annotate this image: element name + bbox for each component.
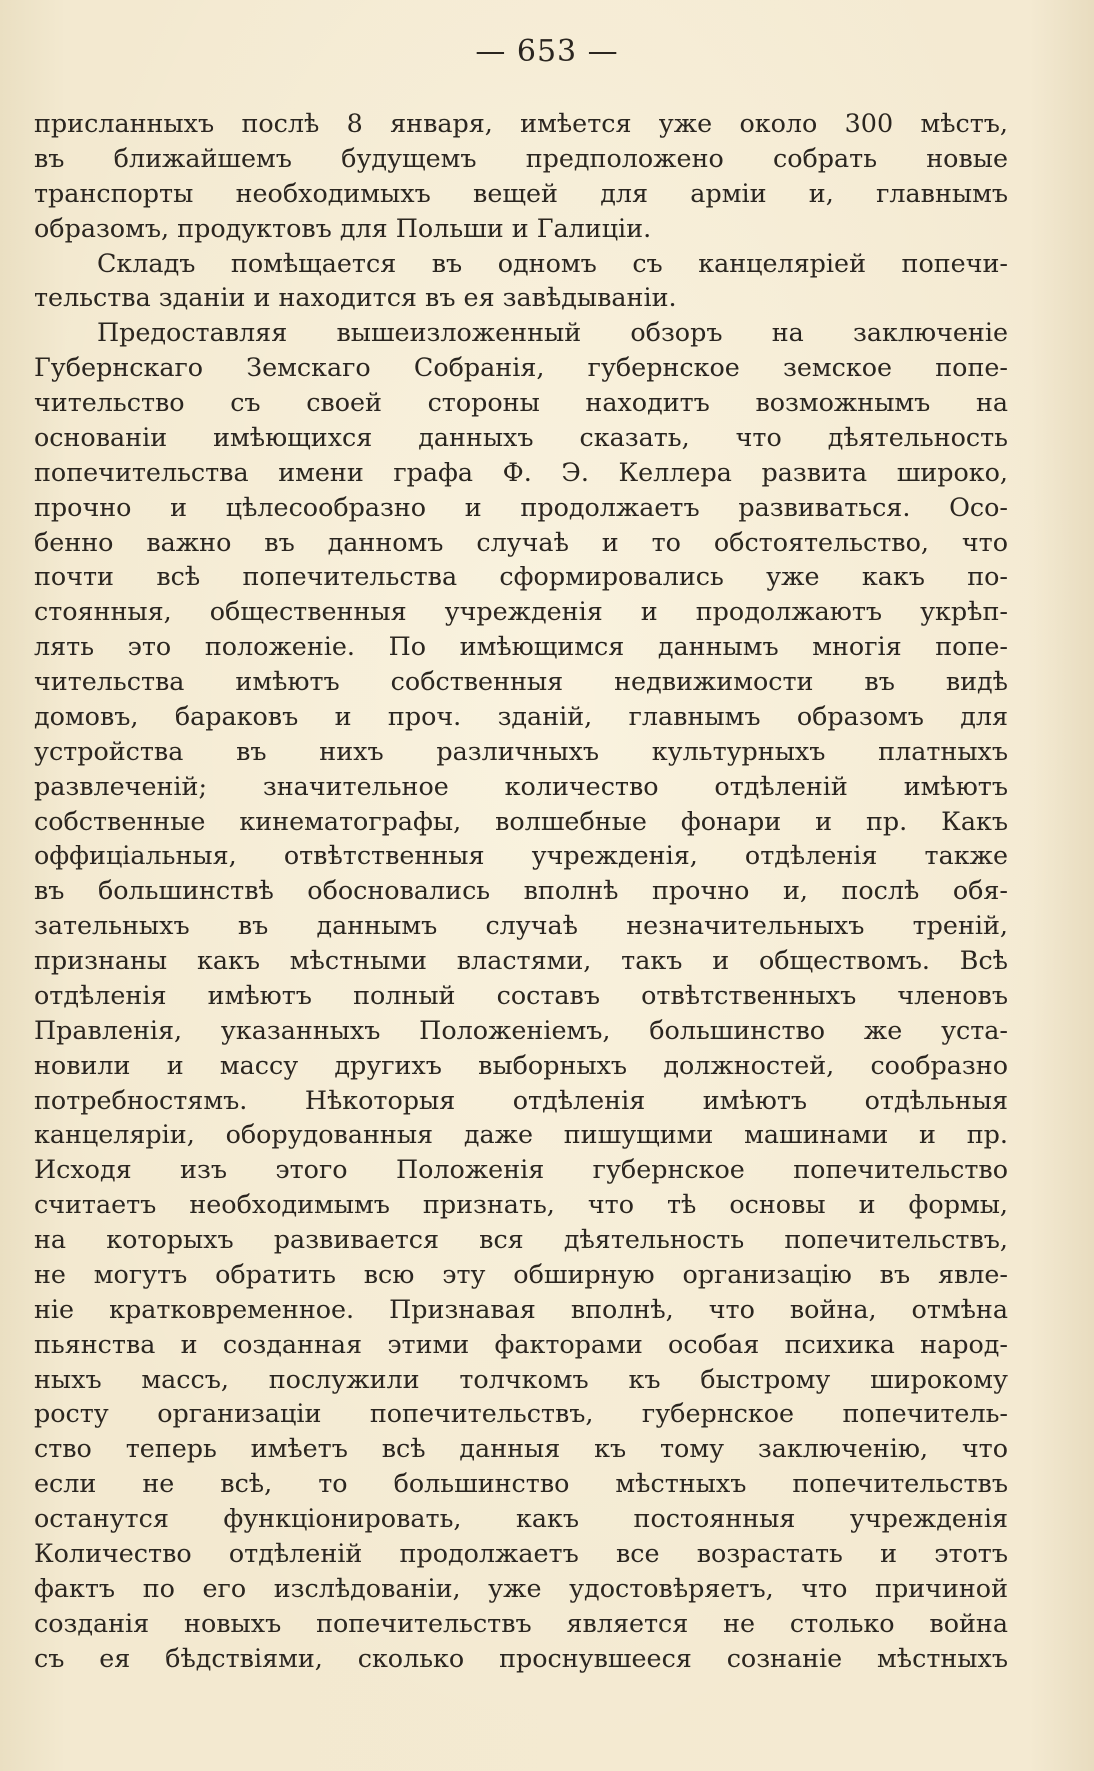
- text-line: фактъ по его изслѣдованіи, уже удостовѣряетъ, что причиной: [34, 1572, 1008, 1603]
- text-line: попечительства имени графа Ф. Э. Келлера развита широко,: [34, 456, 1008, 487]
- text-line: развлеченій; значительное количество отдѣленій имѣютъ: [34, 770, 1008, 801]
- text-line: созданія новыхъ попечительствъ является не столько война: [34, 1607, 1008, 1638]
- text-line: присланныхъ послѣ 8 января, имѣется уже около 300 мѣстъ,: [34, 108, 1008, 138]
- text-line: отдѣленія имѣютъ полный составъ отвѣтственныхъ членовъ: [34, 979, 1008, 1010]
- text-line: съ ея бѣдствіями, сколько проснувшееся сознаніе мѣстныхъ: [34, 1642, 1008, 1673]
- text-line: чительство съ своей стороны находитъ возможнымъ на: [34, 387, 1008, 417]
- text-line: лять это положеніе. По имѣющимся даннымъ многія попе-: [34, 631, 1008, 662]
- text-line: стоянныя, общественныя учрежденія и продолжаютъ укрѣп-: [34, 596, 1008, 627]
- text-line: чительства имѣютъ собственныя недвижимости въ видѣ: [34, 666, 1008, 696]
- text-line: транспорты необходимыхъ вещей для арміи и, главнымъ: [34, 177, 1008, 208]
- text-line: ство теперь имѣетъ всѣ данныя къ тому заключенію, что: [34, 1433, 1008, 1464]
- text-line: домовъ, бараковъ и проч. зданій, главнымъ образомъ для: [34, 700, 1008, 731]
- text-line: основаніи имѣющихся данныхъ сказать, что дѣятельность: [34, 421, 1008, 452]
- text-line: Количество отдѣленій продолжаетъ все возрастать и этотъ: [34, 1537, 1008, 1568]
- text-line: образомъ, продуктовъ для Польши и Галиціи.: [34, 212, 652, 243]
- text-line: почти всѣ попечительства сформировались уже какъ по-: [34, 561, 1008, 592]
- text-line: прочно и цѣлесообразно и продолжаетъ развиваться. Осо-: [34, 491, 1008, 522]
- text-line: Складъ помѣщается въ одномъ съ канцеляріей попечи-: [97, 247, 1008, 278]
- text-line: устройства въ нихъ различныхъ культурныхъ платныхъ: [34, 735, 1008, 766]
- text-line: бенно важно въ данномъ случаѣ и то обстоятельство, что: [34, 526, 1008, 557]
- text-line: ныхъ массъ, послужили толчкомъ къ быстрому широкому: [34, 1363, 1008, 1394]
- text-line: въ ближайшемъ будущемъ предположено собрать новые: [34, 142, 1008, 173]
- text-line: новили и массу другихъ выборныхъ должностей, сообразно: [34, 1049, 1008, 1080]
- text-line: потребностямъ. Нѣкоторыя отдѣленія имѣютъ отдѣльныя: [34, 1084, 1008, 1115]
- text-line: признаны какъ мѣстными властями, такъ и обществомъ. Всѣ: [34, 945, 1008, 975]
- body-text: [34, 106, 1008, 1675]
- text-line: Губернскаго Земскаго Собранія, губернское земское попе-: [34, 352, 1008, 383]
- text-line: считаетъ необходимымъ признать, что тѣ основы и формы,: [34, 1189, 1008, 1220]
- text-line: канцеляріи, оборудованныя даже пишущими машинами и пр.: [34, 1119, 1008, 1150]
- text-line: росту организаціи попечительствъ, губернское попечитель-: [34, 1398, 1008, 1429]
- text-line: тельства зданіи и находится въ ея завѣдываніи.: [34, 282, 677, 313]
- text-line: оффиціальныя, отвѣтственныя учрежденія, отдѣленія также: [34, 840, 1008, 871]
- text-line: не могутъ обратить всю эту обширную организацію въ явле-: [34, 1258, 1008, 1289]
- text-line: если не всѣ, то большинство мѣстныхъ попечительствъ: [34, 1468, 1008, 1499]
- text-line: пьянства и созданная этими факторами особая психика народ-: [34, 1328, 1008, 1359]
- text-line: Предоставляя вышеизложенный обзоръ на заключеніе: [97, 317, 1008, 348]
- text-line: останутся функціонировать, какъ постоянныя учрежденія: [34, 1503, 1008, 1533]
- text-line: зательныхъ въ даннымъ случаѣ незначительныхъ треній,: [34, 910, 1008, 941]
- text-line: ніе кратковременное. Признавая вполнѣ, что война, отмѣна: [34, 1293, 1008, 1324]
- text-line: Исходя изъ этого Положенія губернское попечительство: [34, 1154, 1008, 1185]
- text-line: Правленія, указанныхъ Положеніемъ, большинство же уста-: [34, 1014, 1008, 1045]
- text-line: въ большинствѣ обосновались вполнѣ прочно и, послѣ обя-: [34, 875, 1008, 906]
- text-line: собственные кинематографы, волшебные фонари и пр. Какъ: [34, 805, 1008, 836]
- page-number: — 653 —: [475, 34, 619, 69]
- text-line: на которыхъ развивается вся дѣятельность попечительствъ,: [34, 1224, 1008, 1254]
